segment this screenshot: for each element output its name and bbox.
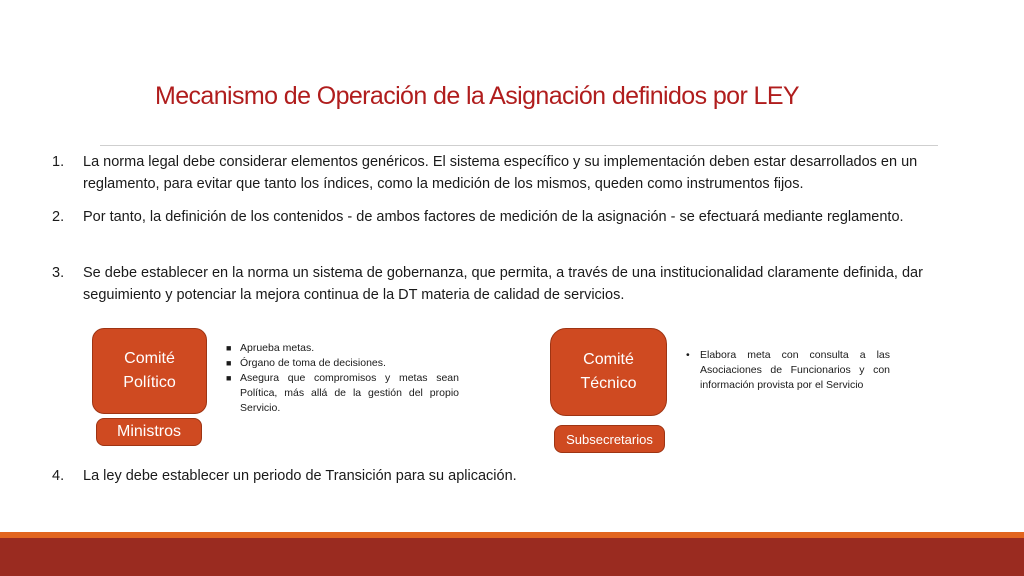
comite-politico-title-line1: Comité <box>124 350 175 367</box>
comite-politico-box <box>92 328 207 414</box>
footer-band <box>0 538 1024 576</box>
list-item <box>52 151 967 195</box>
subsecretarios-label: Subsecretarios <box>566 431 653 447</box>
square-bullet-icon: ■ <box>226 343 232 353</box>
title-divider <box>100 145 938 146</box>
comite-tecnico-bullets <box>686 348 890 393</box>
slide-title: Mecanismo de Operación de la Asignación definidos por LEY <box>155 82 799 110</box>
comite-tecnico-box <box>550 328 667 416</box>
list-item <box>52 206 967 228</box>
bullet-item: ■ Aprueba metas. <box>226 342 315 354</box>
list-item-number: 4. <box>52 468 65 484</box>
comite-tecnico-title-line1: Comité <box>583 351 634 368</box>
list-item-text: La norma legal debe considerar elementos genéricos. El sistema específico y su implementación deben estar desarrollados en un reglamento, para evitar que tanto los índices, como la medición de los mismos, queden como instrumentos fijos. <box>83 154 918 192</box>
bullet-item: ■ Órgano de toma de decisiones. <box>226 357 386 369</box>
comite-politico-bullets <box>226 341 459 416</box>
bullet-item: • Elabora meta con consulta a las Asociaciones de Funcionarios y con información provista por el Servicio <box>686 349 890 391</box>
round-bullet-icon: • <box>686 349 690 361</box>
list-item-text: Se debe establecer en la norma un sistema de gobernanza, que permita, a través de una institucionalidad claramente definida, dar seguimiento y potenciar la mejora continua de la DT materia de calidad de servicios. <box>83 265 923 303</box>
list-item-text: Por tanto, la definición de los contenidos - de ambos factores de medición de la asignación - se efectuará mediante reglamento. <box>83 209 904 225</box>
comite-politico-title-line2: Político <box>123 374 176 391</box>
comite-tecnico-title-line2: Técnico <box>580 375 637 392</box>
square-bullet-icon: ■ <box>226 358 232 368</box>
list-item-number: 1. <box>52 154 65 170</box>
square-bullet-icon: ■ <box>226 373 232 383</box>
ministros-label: Ministros <box>116 423 181 440</box>
ministros-box <box>96 418 202 446</box>
list-item-number: 3. <box>52 265 65 281</box>
list-item <box>52 465 967 487</box>
subsecretarios-box <box>554 425 665 453</box>
list-item-text: La ley debe establecer un periodo de Transición para su aplicación. <box>83 468 517 484</box>
list-item-number: 2. <box>52 209 65 225</box>
bullet-item: ■ Asegura que compromisos y metas sean Política, más allá de la gestión del propio Servicio. <box>226 372 459 414</box>
list-item <box>52 262 967 306</box>
